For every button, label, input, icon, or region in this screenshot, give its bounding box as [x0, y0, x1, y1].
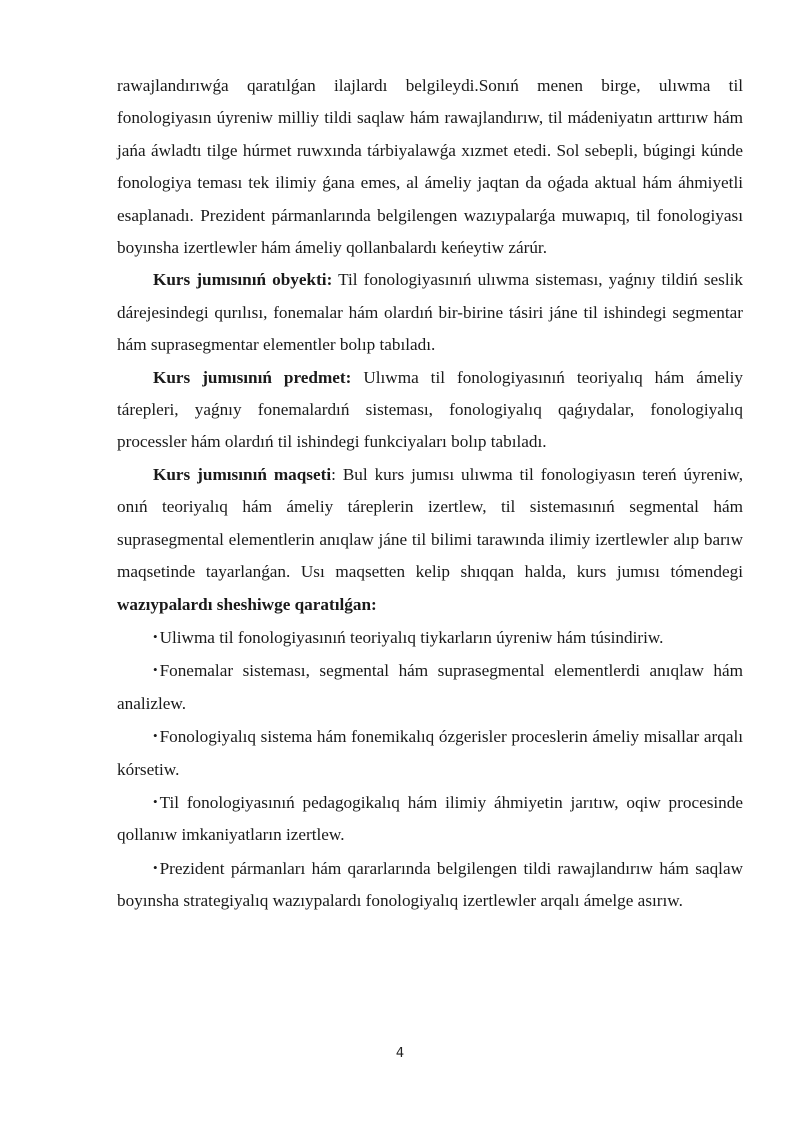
task-text: Prezident pármanları hám qararlarında belgilengen tildi rawajlandırıw hám saqlaw boyınsha strategiyalıq wazıypalardı fonologiyalıq izertlewler arqalı ámelge asırıw.: [117, 858, 743, 911]
object-paragraph: [117, 264, 743, 361]
task-list-item: [117, 654, 743, 720]
bullet-icon: •: [153, 662, 158, 678]
task-list-item: [117, 720, 743, 786]
bullet-icon: •: [153, 859, 158, 875]
bullet-icon: •: [153, 728, 158, 744]
page-number: 4: [395, 1046, 405, 1061]
task-list-item: [117, 621, 743, 654]
subject-label: Kurs jumısınıń predmet:: [153, 367, 352, 387]
bullet-icon: •: [153, 793, 158, 809]
aim-paragraph: [117, 459, 743, 621]
task-text: Fonologiyalıq sistema hám fonemikalıq ózgerisler proceslerin ámeliy misallar arqalı kórsetiw.: [117, 727, 743, 779]
object-label: Kurs jumısınıń obyekti:: [153, 270, 333, 290]
subject-paragraph: [117, 362, 743, 459]
object-text: Til fonologiyasınıń ulıwma sisteması, yaǵnıy tildiń seslik dárejesindegi qurılısı, fonemalar hám olardıń bir-birine tásiri jáne til ishindegi segmentar hám suprasegmentar elementler bolıp tabıladı.: [117, 270, 743, 355]
intro-paragraph: rawajlandırıwǵa qaratılǵan ilajlardı belgileydi.Sonıń menen birge, ulıwma til fonologiyasın úyreniw milliy tildi saqlaw hám rawajlandırıw, til mádeniyatın arttırıw hám jańa áwladtı tilge húrmet ruwxında tárbiyalawǵa xızmet etedi. Sol sebepli, búgingi kúnde fonologiya teması tek ilimiy ǵana emes, al ámeliy jaqtan da oǵada aktual hám áhmiyetli esaplanadı. Prezident pármanlarında belgilengen wazıypalarǵa muwapıq, til fonologiyası boyınsha izertlewler hám ámeliy qollanbalardı keńeytiw zárúr.: [117, 76, 743, 258]
task-list-item: [117, 786, 743, 852]
task-text: Til fonologiyasınıń pedagogikalıq hám ilimiy áhmiyetin jarıtıw, oqiw procesinde qollanıw imkaniyatların izertlew.: [117, 792, 743, 845]
aim-text: : Bul kurs jumısı ulıwma til fonologiyasın tereń úyreniw, onıń teoriyalıq hám ámeliy táreplerin izertlew, til sistemasınıń segmental hám suprasegmental elementlerin anıqlaw jáne til bilimi tarawında ilimiy izertlewler alıp barıw maqsetinde tayarlanǵan. Usı maqsetten kelip shıqqan halda, kurs jumısı tómendegi: [117, 464, 743, 582]
bullet-icon: •: [153, 628, 158, 644]
subject-text: Ulıwma til fonologiyasınıń teoriyalıq hám ámeliy tárepleri, yaǵnıy fonemalardıń sisteması, fonologiyalıq qaǵıydalar, fonologiyalıq processler hám olardıń til ishindegi funkciyaları bolıp tabıladı.: [117, 367, 743, 452]
aim-label: Kurs jumısınıń maqseti: [153, 464, 332, 484]
task-text: Uliwma til fonologiyasınıń teoriyalıq tiykarların úyreniw hám túsindiriw.: [159, 627, 664, 647]
tasks-label: wazıypalardı sheshiwge qaratılǵan:: [117, 594, 377, 614]
task-list-item: [117, 852, 743, 918]
task-text: Fonemalar sisteması, segmental hám suprasegmental elementlerdi anıqlaw hám analizlew.: [117, 661, 743, 713]
document-body: [117, 70, 743, 918]
